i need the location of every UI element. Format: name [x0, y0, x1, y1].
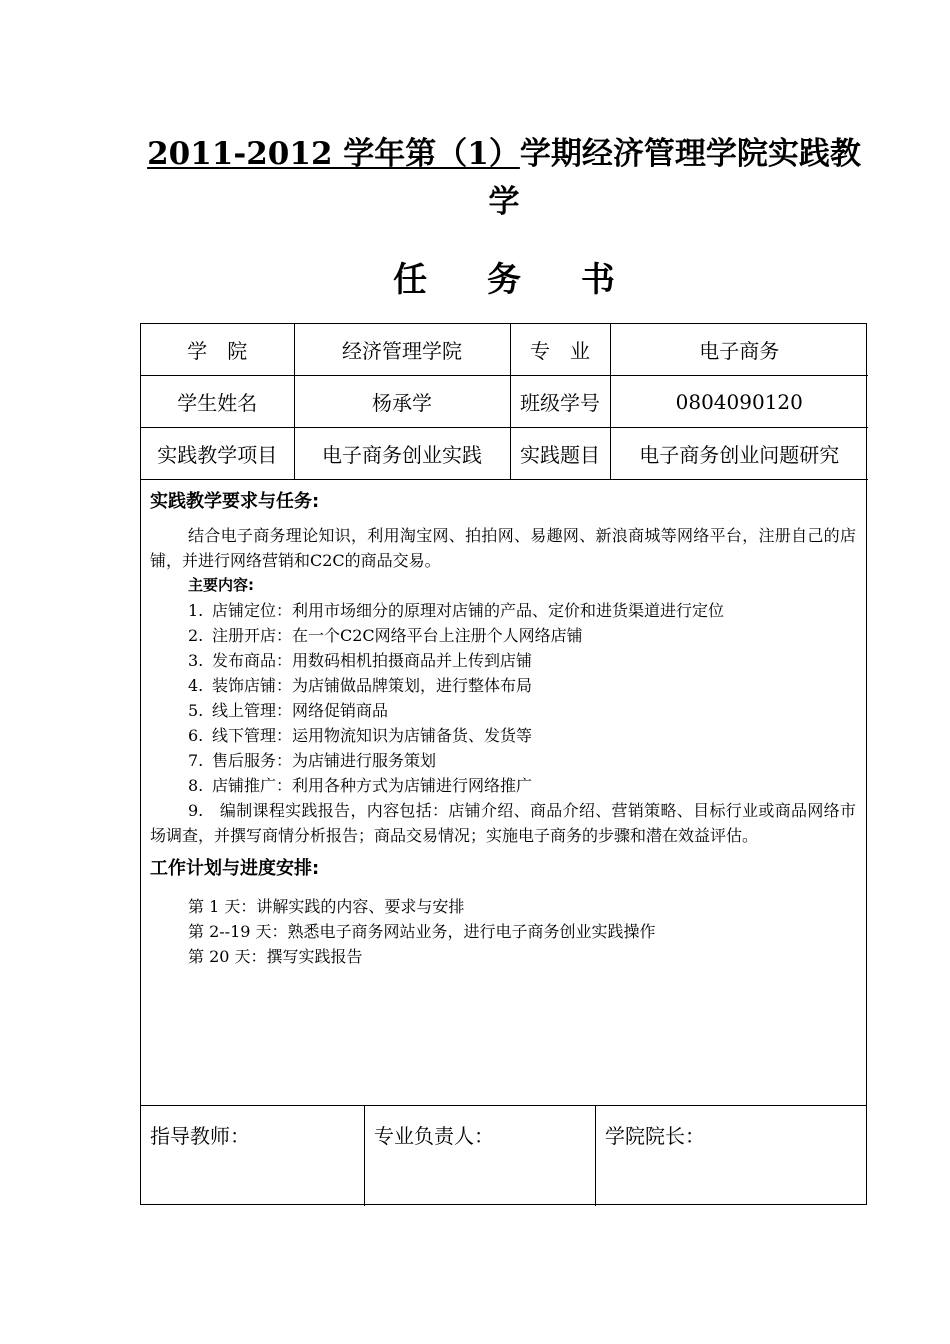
title-line-1-rest: 学期经济管理学院实践教: [519, 136, 861, 172]
value-project: 电子商务创业实践: [294, 428, 510, 480]
requirements-intro: 结合电子商务理论知识，利用淘宝网、拍拍网、易趣网、新浪商城等网络平台，注册自己的店铺，并进行网络营销和C2C的商品交易。: [150, 526, 856, 570]
value-college: 经济管理学院: [294, 324, 510, 376]
plan-line: 第 20 天：撰写实践报告: [188, 947, 363, 966]
advisor-signature: 指导教师：: [141, 1106, 365, 1206]
label-student-name: 学生姓名: [141, 376, 294, 428]
info-row-college: [141, 324, 868, 376]
value-topic: 电子商务创业问题研究: [610, 428, 868, 480]
info-row-project: [141, 428, 868, 480]
value-class-id: 0804090120: [610, 376, 868, 428]
label-college: 学 院: [141, 324, 294, 376]
value-major: 电子商务: [610, 324, 868, 376]
info-row-student: [141, 376, 868, 428]
document-title: [140, 130, 868, 226]
task-form: [140, 323, 867, 1205]
label-class-id: 班级学号: [510, 376, 610, 428]
plan-line: 第 1 天：讲解实践的内容、要求与安排: [188, 897, 465, 916]
list-item: 4. 装饰店铺：为店铺做品牌策划，进行整体布局: [188, 676, 533, 695]
major-head-signature: 专业负责人：: [365, 1106, 596, 1206]
requirements-heading: 实践教学要求与任务:: [150, 491, 320, 512]
list-item: 5. 线上管理：网络促销商品: [188, 701, 389, 720]
list-item: 3. 发布商品：用数码相机拍摄商品并上传到店铺: [188, 651, 533, 670]
dean-signature: 学院院长：: [605, 1124, 705, 1148]
plan-heading: 工作计划与进度安排:: [150, 858, 320, 879]
title-line-1: [140, 130, 868, 178]
list-item: 7. 售后服务：为店铺进行服务策划: [188, 751, 437, 770]
list-item-report: 9. 编制课程实践报告，内容包括：店铺介绍、商品介绍、营销策略、目标行业或商品网络市场调查，并撰写商情分析报告；商品交易情况；实施电子商务的步骤和潜在效益评估。: [150, 801, 856, 845]
requirements-section: [141, 477, 866, 1105]
document-subtitle: 任 务 书: [393, 260, 639, 300]
main-content-label: 主要内容:: [188, 576, 254, 594]
value-student-name: 杨承学: [294, 376, 510, 428]
title-year-term: 2011-2012 学年第（1）: [147, 136, 520, 172]
title-line-2: 学: [488, 184, 520, 220]
list-item: 2. 注册开店：在一个C2C网络平台上注册个人网络店铺: [188, 626, 583, 645]
signature-row: [141, 1105, 866, 1206]
info-table: [141, 324, 868, 480]
list-item: 8. 店铺推广：利用各种方式为店铺进行网络推广: [188, 776, 533, 795]
label-topic: 实践题目: [510, 428, 610, 480]
plan-line: 第 2--19 天：熟悉电子商务网站业务，进行电子商务创业实践操作: [188, 922, 656, 941]
label-project: 实践教学项目: [141, 428, 294, 480]
plan-schedule: [150, 894, 856, 969]
list-item: 1. 店铺定位：利用市场细分的原理对店铺的产品、定价和进货渠道进行定位: [188, 601, 725, 620]
list-item: 6. 线下管理：运用物流知识为店铺备货、发货等: [188, 726, 533, 745]
label-major: 专 业: [510, 324, 610, 376]
